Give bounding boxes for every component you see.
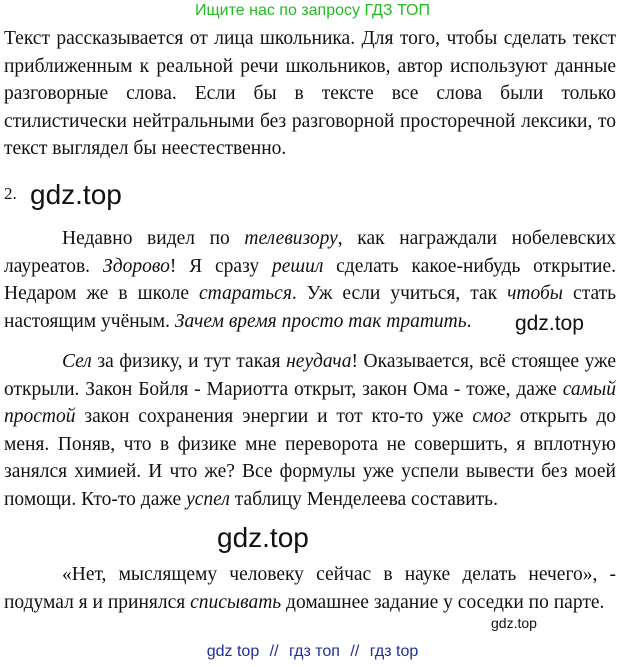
text-run: Недавно видел по <box>62 228 245 249</box>
highlighted-word: Сел <box>62 351 92 372</box>
story-paragraph-3 <box>4 561 616 616</box>
highlighted-word: Здорово <box>102 255 170 277</box>
text-run: за физику, и тут такая <box>91 351 287 372</box>
highlighted-word: телевизору <box>244 228 338 249</box>
text-run: таблицу Менделеева составить. <box>229 488 498 510</box>
answer-paragraph-1: Текст рассказывается от лица школьника. Для того, чтобы сделать текст приближенным к реальной речи школьников, автор используют данные разговорные слова. Если бы в тексте все слова были только стилистически нейтральными без разговорной просторечной лексики, то текст выглядел бы неестественно. <box>4 28 616 159</box>
footer-link-gdz-top[interactable]: gdz top <box>206 643 260 660</box>
highlighted-word: смог <box>472 406 511 427</box>
highlighted-word: списывать <box>190 591 282 613</box>
watermark-logo: gdz.top <box>515 312 584 335</box>
highlighted-word: стараться <box>199 283 292 304</box>
text-run: стать настоящим учёным. <box>4 283 617 332</box>
text-run: ! Оказывается, всё стоящее уже открыли. Закон Бойля - Мариотта открыт, закон Ома - тоже, даже <box>4 351 616 400</box>
text-run: сделать какое-нибудь открытие. Недаром же в школе <box>4 255 616 304</box>
footer-separator: // <box>269 643 279 660</box>
watermark-logo: gdz.top <box>30 179 122 210</box>
text-run: ! Я сразу <box>169 255 272 277</box>
footer-link-gdz-top-mixed[interactable]: гдз top <box>369 643 419 660</box>
footer-separator: // <box>350 643 360 660</box>
text-run: домашнее задание у соседки по парте. <box>281 591 605 613</box>
highlighted-word: неудача <box>286 351 352 372</box>
highlighted-word: решил <box>271 255 324 277</box>
highlighted-word: самый простой <box>4 378 616 427</box>
watermark-logo: gdz.top <box>491 615 537 631</box>
footer-link-gdz-top-ru[interactable]: гдз топ <box>289 643 340 660</box>
text-run: открыть до меня. Поняв, что в физике мне переворота не совершить, я вплотную занялся химией. И что же? Все формулы уже успели вывести без моей помощи. Кто-то даже <box>4 406 616 510</box>
text-run: . Уж если учиться, так <box>291 283 508 304</box>
highlighted-word: Зачем время просто так тратить <box>174 310 467 332</box>
highlighted-word: успел <box>186 488 230 510</box>
text-run: закон сохранения энергии и тот кто-то уже <box>75 406 473 427</box>
text-run: . <box>466 310 472 332</box>
item-number: 2. <box>4 184 17 203</box>
text-run: «Нет, мыслящему человеку сейчас в науке делать нечего», - подумал я и принялся <box>4 564 616 613</box>
highlighted-word: чтобы <box>507 283 564 304</box>
watermark-logo: gdz.top <box>217 522 309 553</box>
story-paragraph-2 <box>4 348 616 513</box>
text-run: , как награждали нобелевских лауреатов. <box>4 228 616 277</box>
search-promo-banner[interactable]: Ищите нас по запросу ГДЗ ТОП <box>195 2 430 19</box>
footer-links <box>0 641 625 663</box>
